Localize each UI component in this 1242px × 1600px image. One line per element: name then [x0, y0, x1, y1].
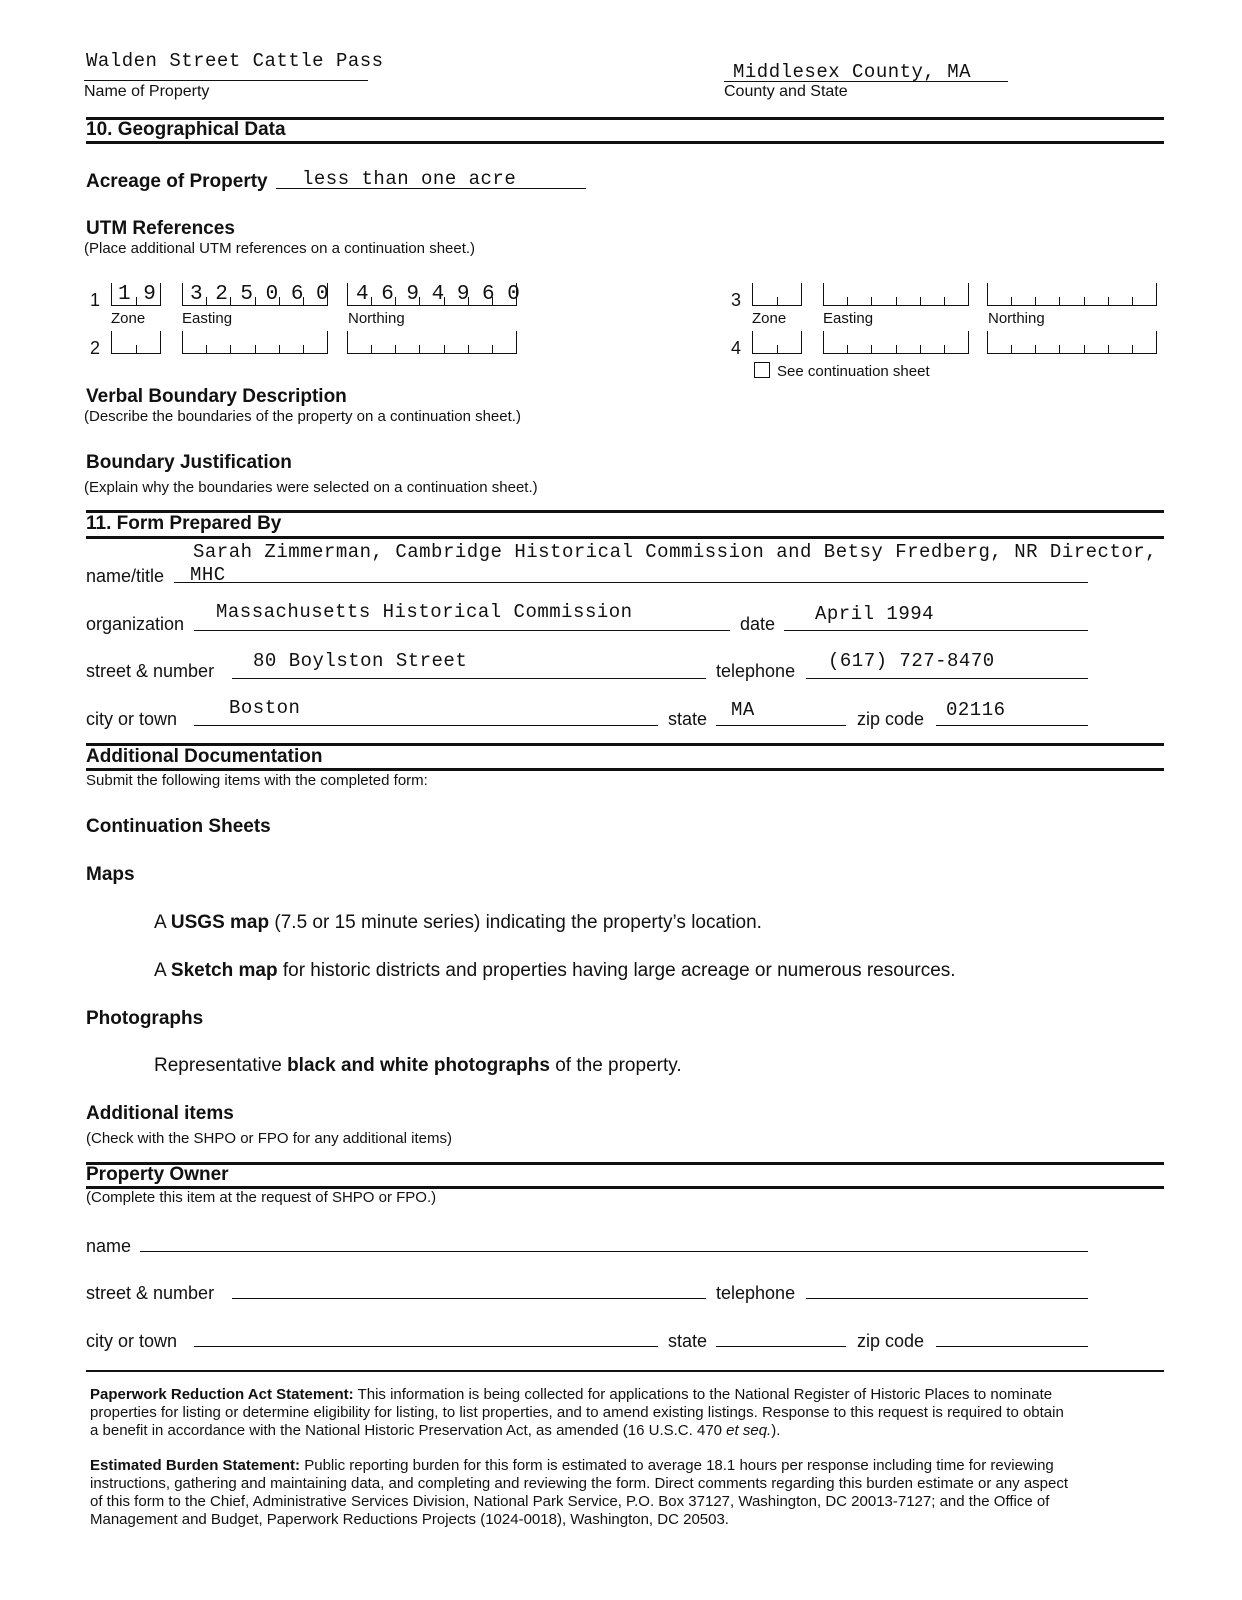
continuation-sheet-checkbox[interactable]: [754, 362, 770, 378]
paperwork-text-3a: a benefit in accordance with the National Historic Preservation Act, as amended (16 U.S.C. 470: [90, 1422, 722, 1439]
owner-title: Property Owner: [86, 1164, 229, 1185]
state-label: state: [668, 709, 708, 729]
boundary-justification-note: (Explain why the boundaries were selected on a continuation sheet.): [84, 479, 538, 496]
utm-3-easting-box: [823, 283, 969, 306]
photo-rest: of the property.: [555, 1055, 682, 1076]
street-value: 80 Boylston Street: [253, 650, 468, 672]
sketch-map-item: [154, 960, 956, 982]
utm-1-zone-value: 1 9: [118, 283, 156, 306]
utm-row-2-number: 2: [90, 338, 101, 358]
additional-title: Additional Documentation: [86, 746, 323, 767]
utm-easting-label-left: Easting: [182, 310, 233, 327]
photographs-heading: Photographs: [86, 1008, 204, 1029]
burden-text-1: Public reporting burden for this form is estimated to average 18.1 hours per response including time for reviewing: [304, 1457, 1054, 1474]
owner-top-rule: [86, 1162, 1164, 1165]
county-state-value: Middlesex County, MA: [733, 61, 972, 83]
utm-row-3-number: 3: [731, 290, 742, 310]
organization-value: Massachusetts Historical Commission: [216, 601, 633, 623]
paperwork-reduction-statement: [90, 1386, 1170, 1440]
name-title-value-line2: MHC: [190, 564, 226, 586]
name-title-line: [174, 582, 1088, 583]
utm-4-northing-box: [987, 331, 1157, 354]
owner-zip-field[interactable]: [936, 1346, 1088, 1347]
maps-heading: Maps: [86, 864, 135, 885]
utm-1-easting-value: 3 2 5 0 6 0: [190, 283, 329, 306]
owner-street-label: street & number: [86, 1283, 215, 1303]
property-name-label: Name of Property: [84, 83, 210, 100]
burden-text-4: Management and Budget, Paperwork Reductions Projects (1024-0018), Washington, DC 20503.: [90, 1511, 729, 1528]
verbal-boundary-note: (Describe the boundaries of the property on a continuation sheet.): [84, 408, 521, 425]
utm-2-northing-box: [347, 331, 517, 354]
name-title-label: name/title: [86, 566, 165, 586]
owner-state-label: state: [668, 1331, 708, 1351]
date-value: April 1994: [815, 603, 935, 625]
utm-title: UTM References: [86, 218, 235, 239]
section10-title: 10. Geographical Data: [86, 119, 286, 140]
section10-bottom-rule: [86, 141, 1164, 144]
section11-bottom-rule: [86, 536, 1164, 539]
owner-city-field[interactable]: [194, 1346, 658, 1347]
city-value: Boston: [229, 697, 301, 719]
state-line: [716, 725, 846, 726]
boundary-justification-title: Boundary Justification: [86, 452, 292, 473]
owner-note: (Complete this item at the request of SHPO or FPO.): [86, 1189, 437, 1206]
county-state-label: County and State: [724, 83, 848, 100]
footer-rule: [86, 1370, 1164, 1372]
sketch-prefix: A: [154, 960, 166, 981]
continuation-sheets-heading: Continuation Sheets: [86, 816, 271, 837]
continuation-sheet-label: See continuation sheet: [777, 363, 930, 380]
owner-telephone-label: telephone: [716, 1283, 796, 1303]
date-line: [784, 630, 1088, 631]
estimated-burden-statement: [90, 1457, 1170, 1529]
owner-street-field[interactable]: [232, 1298, 706, 1299]
usgs-map-item: [154, 912, 762, 934]
burden-text-2: instructions, gathering and maintaining data, and completing and reviewing the form. Direct comments regarding this burden estimate or any aspect: [90, 1475, 1069, 1492]
county-state-line: [724, 81, 1008, 82]
owner-telephone-field[interactable]: [806, 1298, 1088, 1299]
owner-zip-label: zip code: [857, 1331, 925, 1351]
sketch-map-bold: Sketch map: [170, 960, 278, 981]
section11-title: 11. Form Prepared By: [86, 513, 282, 534]
organization-label: organization: [86, 614, 185, 634]
zip-line: [936, 725, 1088, 726]
additional-items-note: (Check with the SHPO or FPO for any additional items): [86, 1130, 452, 1147]
zip-value: 02116: [946, 699, 1006, 721]
property-name-line: [84, 80, 368, 81]
usgs-map-rest: (7.5 or 15 minute series) indicating the property’s location.: [274, 912, 762, 933]
paperwork-text-1: This information is being collected for applications to the National Register of Historic Places to nominate: [357, 1386, 1053, 1403]
street-line: [232, 678, 706, 679]
paperwork-text-3c: ).: [771, 1422, 781, 1439]
additional-items-heading: Additional items: [86, 1103, 234, 1124]
utm-northing-label-right: Northing: [988, 310, 1045, 327]
state-value: MA: [731, 699, 755, 721]
sketch-map-rest: for historic districts and properties having large acreage or numerous resources.: [282, 960, 956, 981]
usgs-map-bold: USGS map: [170, 912, 270, 933]
utm-3-northing-box: [987, 283, 1157, 306]
utm-row-4-number: 4: [731, 338, 742, 358]
photo-bold: black and white photographs: [287, 1055, 550, 1076]
utm-2-zone-box: [111, 331, 161, 354]
street-label: street & number: [86, 661, 215, 681]
owner-name-label: name: [86, 1236, 132, 1256]
utm-northing-label-left: Northing: [348, 310, 405, 327]
utm-4-easting-box: [823, 331, 969, 354]
zip-label: zip code: [857, 709, 925, 729]
burden-text-3: of this form to the Chief, Administrative Services Division, National Park Service, P.O. Box 37127, Washington, DC 20013-7127; and the Office of: [90, 1493, 1050, 1510]
paperwork-text-2: properties for listing or determine eligibility for listing, to list properties, and to amend existing listings. Response to this request is required to obtain: [90, 1404, 1064, 1421]
name-title-value-line1: Sarah Zimmerman, Cambridge Historical Commission and Betsy Fredberg, NR Director,: [193, 541, 1158, 563]
utm-2-easting-box: [182, 331, 328, 354]
utm-zone-label-right: Zone: [752, 310, 787, 327]
owner-name-field[interactable]: [140, 1251, 1088, 1252]
acreage-value: less than one acre: [302, 168, 517, 190]
paperwork-text-3b: et seq.: [726, 1422, 772, 1439]
paperwork-title: Paperwork Reduction Act Statement:: [90, 1386, 354, 1403]
property-name-value: Walden Street Cattle Pass: [86, 50, 384, 72]
telephone-line: [806, 678, 1088, 679]
verbal-boundary-title: Verbal Boundary Description: [86, 386, 347, 407]
organization-line: [194, 630, 730, 631]
date-label: date: [740, 614, 776, 634]
owner-city-label: city or town: [86, 1331, 178, 1351]
telephone-label: telephone: [716, 661, 796, 681]
acreage-label: Acreage of Property: [86, 171, 268, 192]
city-line: [194, 725, 658, 726]
utm-1-northing-value: 4 6 9 4 9 6 0: [356, 283, 520, 306]
utm-zone-label-left: Zone: [111, 310, 146, 327]
additional-note: Submit the following items with the completed form:: [86, 772, 428, 789]
photo-prefix: Representative: [154, 1055, 282, 1076]
utm-3-zone-box: [752, 283, 802, 306]
utm-note: (Place additional UTM references on a continuation sheet.): [84, 240, 476, 257]
photographs-item: [154, 1055, 682, 1077]
additional-bottom-rule: [86, 768, 1164, 771]
burden-title: Estimated Burden Statement:: [90, 1457, 301, 1474]
utm-easting-label-right: Easting: [823, 310, 874, 327]
telephone-value: (617) 727-8470: [828, 650, 995, 672]
utm-row-1-number: 1: [90, 290, 101, 310]
utm-4-zone-box: [752, 331, 802, 354]
owner-state-field[interactable]: [716, 1346, 846, 1347]
city-label: city or town: [86, 709, 178, 729]
acreage-line: [276, 188, 586, 189]
usgs-prefix: A: [154, 912, 166, 933]
